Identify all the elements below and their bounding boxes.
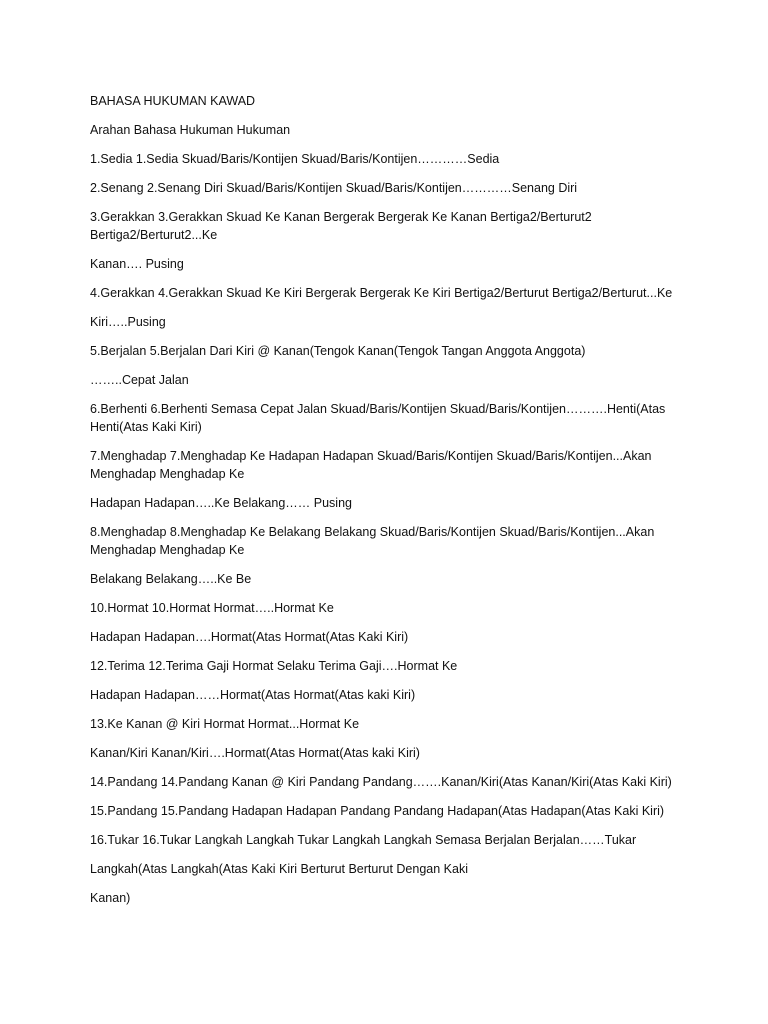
paragraph: 6.Berhenti 6.Berhenti Semasa Cepat Jalan Skuad/Baris/Kontijen Skuad/Baris/Kontijen……….Henti(Atas Henti(Atas Kaki Kiri) xyxy=(90,402,666,434)
paragraph: 12.Terima 12.Terima Gaji Hormat Selaku Terima Gaji….Hormat Ke xyxy=(90,659,458,673)
paragraph: 8.Menghadap 8.Menghadap Ke Belakang Belakang Skuad/Baris/Kontijen Skuad/Baris/Kontijen...Akan Menghadap Menghadap Ke xyxy=(90,525,655,557)
paragraph: ……..Cepat Jalan xyxy=(90,373,189,387)
paragraph: Hadapan Hadapan…..Ke Belakang…… Pusing xyxy=(90,496,352,510)
document-subtitle: Arahan Bahasa Hukuman Hukuman xyxy=(90,123,291,137)
paragraph: Langkah(Atas Langkah(Atas Kaki Kiri Berturut Berturut Dengan Kaki xyxy=(90,862,468,876)
paragraph: 2.Senang 2.Senang Diri Skuad/Baris/Kontijen Skuad/Baris/Kontijen…………Senang Diri xyxy=(90,181,578,195)
paragraph: Kanan) xyxy=(90,891,131,905)
paragraph: Kiri…..Pusing xyxy=(90,315,166,329)
paragraph: 10.Hormat 10.Hormat Hormat…..Hormat Ke xyxy=(90,601,334,615)
paragraph: 15.Pandang 15.Pandang Hadapan Hadapan Pandang Pandang Hadapan(Atas Hadapan(Atas Kaki Kiri) xyxy=(90,804,665,818)
paragraph: 5.Berjalan 5.Berjalan Dari Kiri @ Kanan(Tengok Kanan(Tengok Tangan Anggota Anggota) xyxy=(90,344,586,358)
paragraph: 14.Pandang 14.Pandang Kanan @ Kiri Pandang Pandang…….Kanan/Kiri(Atas Kanan/Kiri(Atas Kaki Kiri) xyxy=(90,775,672,789)
paragraph: Hadapan Hadapan……Hormat(Atas Hormat(Atas kaki Kiri) xyxy=(90,688,416,702)
paragraph: Kanan/Kiri Kanan/Kiri….Hormat(Atas Hormat(Atas kaki Kiri) xyxy=(90,746,420,760)
paragraph: Belakang Belakang…..Ke Be xyxy=(90,572,252,586)
paragraph: 3.Gerakkan 3.Gerakkan Skuad Ke Kanan Bergerak Bergerak Ke Kanan Bertiga2/Berturut2 Bertiga2/Berturut2...Ke xyxy=(90,210,592,242)
paragraph: Hadapan Hadapan….Hormat(Atas Hormat(Atas Kaki Kiri) xyxy=(90,630,409,644)
paragraph: 13.Ke Kanan @ Kiri Hormat Hormat...Hormat Ke xyxy=(90,717,360,731)
document-body xyxy=(90,92,690,918)
document-title: BAHASA HUKUMAN KAWAD xyxy=(90,94,256,108)
paragraph: 7.Menghadap 7.Menghadap Ke Hadapan Hadapan Skuad/Baris/Kontijen Skuad/Baris/Kontijen...Akan Menghadap Menghadap Ke xyxy=(90,449,652,481)
paragraph: 1.Sedia 1.Sedia Skuad/Baris/Kontijen Skuad/Baris/Kontijen…………Sedia xyxy=(90,152,500,166)
paragraph: 16.Tukar 16.Tukar Langkah Langkah Tukar Langkah Langkah Semasa Berjalan Berjalan……Tukar xyxy=(90,833,637,847)
paragraph: Kanan…. Pusing xyxy=(90,257,184,271)
paragraph: 4.Gerakkan 4.Gerakkan Skuad Ke Kiri Bergerak Bergerak Ke Kiri Bertiga2/Berturut Bertiga2/Berturut...Ke xyxy=(90,286,673,300)
